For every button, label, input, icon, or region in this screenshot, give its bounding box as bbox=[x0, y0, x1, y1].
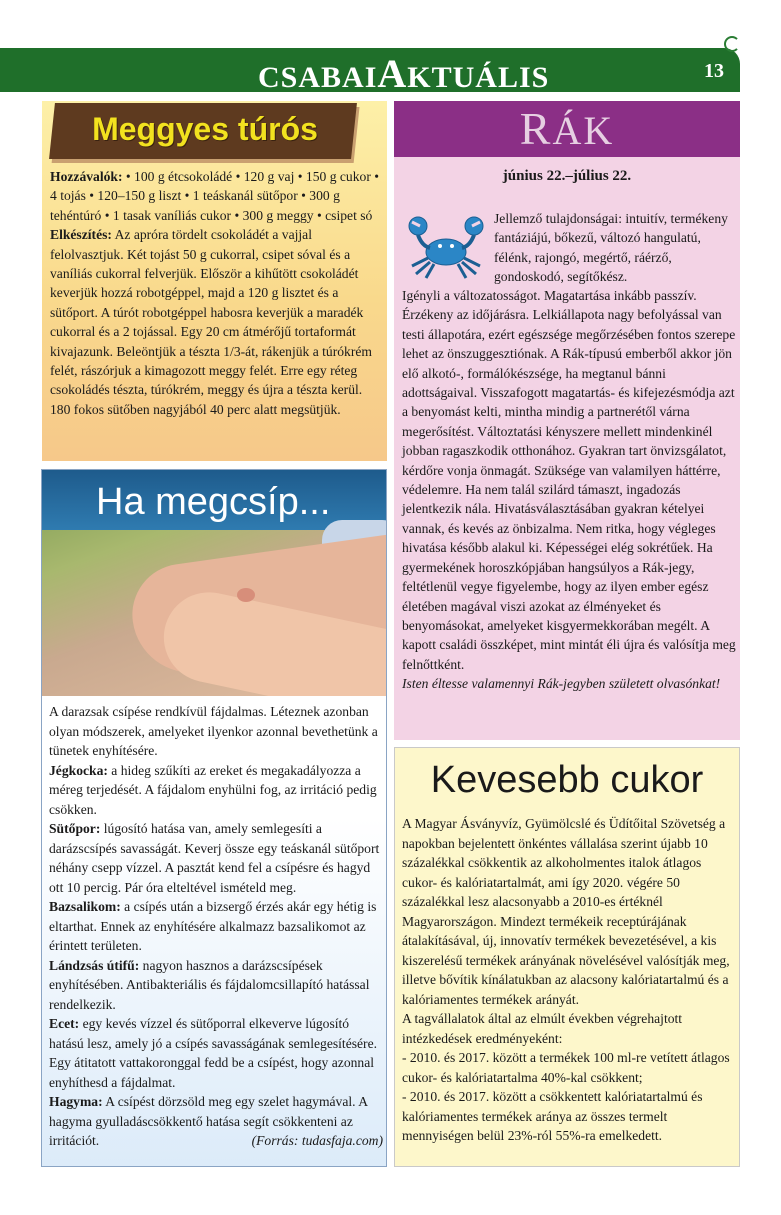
horoscope-body bbox=[402, 286, 736, 694]
method-label: Elkészítés: bbox=[50, 227, 112, 243]
remedy-text: a hideg szűkíti az ereket és megakadályozza a méreg terjedését. A fájdalom enyhülni fog, az irritáció pedig csökken. bbox=[49, 762, 377, 817]
recipe-ingredients bbox=[50, 167, 380, 225]
masthead bbox=[258, 51, 550, 98]
horoscope-title bbox=[394, 102, 740, 158]
method-text: Az apróra tördelt csokoládét a vajjal felolvasztjuk. Két tojást 50 g cukorral, csipet sóval és a vaníliás cukorral felverjük. Először a kihűtött csokoládét keverjük hozzá robotgéppel, majd a 120 g lisztet és a sütőport. A túrót robotgéppel habosra keverjük a maradék cukorral és a 2 tojással. Egy 20 cm átmérőjű tortaformát kivajazunk. Beleöntjük a tészta 1/3-át, rákenjük a túrókrém felét, rászórjuk a kimagozott meggy felét. Erre egy réteg csokoládés tészta, túrókrém, meggy és újra a tészta kerül. 180 fokos sütőben nagyjából 40 perc alatt megsütjük. bbox=[50, 227, 372, 417]
remedy-label: Jégkocka: bbox=[49, 762, 108, 778]
swirl-ornament-icon bbox=[724, 36, 740, 52]
masthead-initial: A bbox=[377, 51, 408, 96]
remedy-label: Bazsalikom: bbox=[49, 899, 121, 914]
sugar-title: Kevesebb cukor bbox=[430, 759, 704, 801]
remedy-item bbox=[49, 819, 383, 897]
horoscope-wish: Isten éltesse valamennyi Rák-jegyben született olvasónkat! bbox=[402, 676, 721, 692]
horoscope-intro: Jellemző tulajdonságai: intuitív, termékeny fantáziájú, bőkezű, változó hangulatú, félénk, rajongó, megértő, ráérző, gondoskodó, segítőkész. bbox=[494, 211, 728, 284]
sugar-paragraph: - 2010. és 2017. között a termékek 100 ml-re vetített átlagos cukor- és kalóriatartalma 40%-kal csökkent; bbox=[402, 1050, 730, 1085]
horoscope-title-rest: ÁK bbox=[552, 108, 615, 153]
recipe-title: Meggyes túrós bbox=[92, 111, 318, 147]
horoscope-body-text: Igényli a változatosságot. Magatartása inkább passzív. Érzékeny az időjárásra. Lelkiállapota nagy befolyással van testi állapotára, ezért egészsége megőrzésében fontos szerepe lehet az önszuggesztiónak. A Rák-típusú emberből akkor jön elő alkotó-, formálókészsége, ha megtanul bánni adottságaival. Visszafogott magatartás- és kifejezésmódja azt a benyomást kelti, mintha mindig a partnerétől várna megerősítést. Változtatási kényszere mellett mindenkinél jobban ragaszkodik otthonához. Gyakran tart önvizsgálatot, kérdőre vonja önmagát. Szüksége van valamilyen háttérre, védelemre. Ha nem talál szilárd támaszt, ingadozás jelentkezik nála. Hivatásválasztásában gyakran kételyei vannak, és kevés az önbizalma. Nem ritka, hogy végleges hivatása később alakul ki. Képességei elég sokrétűek. Ha gyermekének horoszkópjában hangsúlyos a Rák-jegy, feltétlenül vegye figyelembe, hogy az ilyen ember egész életében magával viszi azokat az élményeket és benyomásokat, amelyeket kisgyermekkorában megélt. A kapott családi összképet, mint mintát éli újra és valósítja meg felnőttként. bbox=[402, 288, 736, 672]
remedy-item bbox=[49, 956, 383, 1015]
masthead-part1: CSABAI bbox=[258, 61, 378, 94]
remedy-label: Lándzsás útifű: bbox=[49, 957, 140, 973]
page-number: 13 bbox=[704, 60, 724, 82]
photo-bite-mark bbox=[237, 588, 255, 602]
remedy-text: egy kevés vízzel és sütőporral elkeverve lúgosító hatású lesz, amely jó a csípés savasságának semlegesítésére. Egy átitatott vattakoronggal fedd be a csípést, hogy azonnal enyhíthesd a fájdalmat. bbox=[49, 1016, 378, 1090]
remedy-item bbox=[49, 1092, 383, 1151]
remedy-label: Sütőpor: bbox=[49, 821, 101, 836]
cancer-crab-icon bbox=[400, 208, 492, 280]
remedy-text: nagyon hasznos a darázscsípések enyhítésében. Antibakteriális és fájdalomcsillapító hatással rendelkezik. bbox=[49, 957, 370, 1012]
sting-text bbox=[49, 702, 383, 1151]
remedy-text: A csípést dörzsöld meg egy szelet hagymával. A hagyma gyulladáscsökkentő hatása segít csökkenteni az irritációt. bbox=[49, 1094, 368, 1148]
sting-intro: A darazsak csípése rendkívül fájdalmas. Léteznek azonban olyan módszerek, amelyeket ilyenkor azonnal bevethetünk a tünetek enyhítésére. bbox=[49, 704, 378, 758]
masthead-part2: KTUÁLIS bbox=[407, 61, 550, 94]
sugar-paragraph: A tagvállalatok által az elmúlt években végrehajtott intézkedések eredményeként: bbox=[402, 1011, 683, 1046]
sugar-text bbox=[402, 814, 736, 1146]
ingredients-list: • 100 g étcsokoládé • 120 g vaj • 150 g cukor • 4 tojás • 120–150 g liszt • 1 teáskanál sütőpor • 300 g tehéntúró • 1 tasak vaníliás cukor • 300 g meggy • csipet só bbox=[50, 169, 380, 223]
horoscope-title-cap: R bbox=[519, 103, 553, 154]
sugar-paragraph: - 2010. és 2017. között a csökkentett kalóriatartalmú és kalóriamentes termékek aránya az összes termelt mennyiségen belül 23%-ról 55%-ra emelkedett. bbox=[402, 1089, 703, 1143]
remedy-label: Hagyma: bbox=[49, 1094, 103, 1109]
remedy-label: Ecet: bbox=[49, 1016, 80, 1031]
ingredients-label: Hozzávalók: bbox=[50, 169, 123, 184]
recipe-text bbox=[50, 167, 380, 419]
sugar-paragraph: A Magyar Ásványvíz, Gyümölcslé és Üdítőital Szövetség a napokban bejelentett önkéntes vállalása szerint újabb 10 százalékkal csökkentik az alkoholmentes italok átlagos cukor- és kalóriatartalmát, ami így 2020. végére 50 százalékkal lesz alacsonyabb a 2010-es értéknél Magyarországon. Mindezt termékeik receptúrájának átalakításával, új, innovatív termékek bevezetésével, a kis kiszerelésű termékek arányának növelésével valósítják meg, illetve bővítik kínálatukban az alacsony kalóriatartalmú és a kalóriamentes termékek arányát. bbox=[402, 816, 730, 1007]
remedy-text: lúgosító hatása van, amely semlegesíti a darázscsípés savasságát. Keverj össze egy teáskanál sütőport néhány csepp vízzel. A pasztát kend fel a csípésre és hagyd ott 10 percig. Pár óra elteltével ismételd meg. bbox=[49, 821, 380, 895]
sting-title: Ha megcsíp... bbox=[96, 481, 331, 523]
remedy-item bbox=[49, 1014, 383, 1092]
recipe-method bbox=[50, 225, 380, 419]
source-credit: (Forrás: tudasfaja.com) bbox=[251, 1133, 383, 1148]
horoscope-dates: június 22.–július 22. bbox=[502, 168, 632, 184]
page-header bbox=[0, 46, 781, 96]
remedy-text: a csípés után a bizsergő érzés akár egy hétig is eltarthat. Ennek az enyhítésére alkalmazz bazsalikomot az érintett területen. bbox=[49, 899, 377, 953]
remedy-item bbox=[49, 761, 383, 820]
remedy-item bbox=[49, 897, 383, 956]
